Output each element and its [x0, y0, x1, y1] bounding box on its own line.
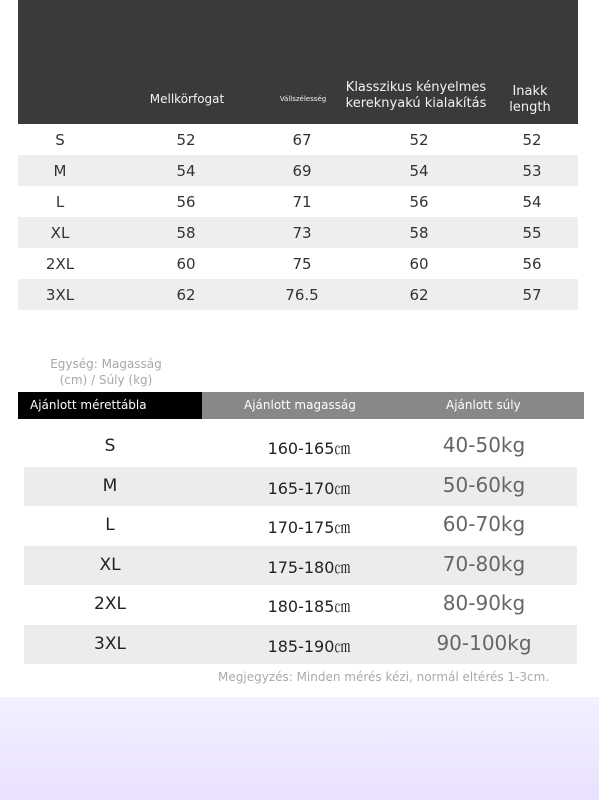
- weight-cell: 50-60kg: [442, 472, 526, 497]
- table-row: [18, 124, 578, 155]
- size-cell: 2XL: [94, 594, 126, 614]
- size-cell: 2XL: [45, 255, 75, 273]
- size-cell: 3XL: [45, 286, 75, 304]
- height-cell: 175-180㎝: [267, 557, 351, 577]
- header-shoulder: Vállszélesség: [279, 95, 327, 103]
- recommend-header-columns: [202, 392, 584, 419]
- recommend-title: Ajánlott mérettábla: [18, 392, 202, 419]
- design-cell: 56: [409, 193, 429, 211]
- chest-cell: 62: [176, 286, 196, 304]
- size-cell: M: [53, 162, 67, 180]
- size-cell: XL: [50, 224, 70, 242]
- bottom-gradient-band: [0, 697, 599, 800]
- height-cell: 185-190㎝: [267, 636, 351, 656]
- table-row: [18, 217, 578, 248]
- table-row: [24, 546, 577, 586]
- height-cell: 160-165㎝: [267, 439, 351, 458]
- table-row: [18, 248, 578, 279]
- length-cell: 57: [522, 286, 542, 304]
- header-design: Klasszikus kényelmes kereknyakú kialakítás: [345, 80, 487, 112]
- design-cell: 60: [409, 255, 429, 273]
- header-chest: Mellkörfogat: [149, 92, 225, 106]
- design-cell: 52: [409, 131, 429, 149]
- table-row: [18, 186, 578, 217]
- height-cell: 170-175㎝: [267, 518, 351, 537]
- shoulder-cell: 76.5: [285, 286, 319, 304]
- size-cell: 3XL: [94, 633, 126, 654]
- design-cell: 54: [409, 162, 429, 180]
- size-cell: XL: [99, 554, 121, 575]
- shoulder-cell: 67: [292, 131, 312, 149]
- size-cell: S: [104, 436, 116, 456]
- table-row: [24, 506, 577, 546]
- shoulder-cell: 73: [292, 224, 312, 242]
- table-row: [24, 467, 577, 507]
- header-length: Inakk length: [509, 84, 551, 116]
- length-cell: 56: [522, 255, 542, 273]
- weight-cell: 70-80kg: [442, 551, 526, 576]
- size-cell: M: [102, 475, 118, 496]
- table-row: [24, 585, 577, 625]
- table-row: [24, 625, 577, 665]
- unit-note: Egység: Magasság (cm) / Súly (kg): [50, 357, 162, 388]
- shoulder-cell: 71: [292, 193, 312, 211]
- recommend-table: [24, 427, 577, 664]
- table-row: [24, 427, 577, 467]
- shoulder-cell: 75: [292, 255, 312, 273]
- height-cell: 165-170㎝: [267, 478, 351, 498]
- size-cell: S: [55, 131, 65, 149]
- shoulder-cell: 69: [292, 162, 312, 180]
- recommend-header: [18, 392, 584, 419]
- design-cell: 62: [409, 286, 429, 304]
- chest-cell: 60: [176, 255, 196, 273]
- chest-cell: 58: [176, 224, 196, 242]
- design-cell: 58: [409, 224, 429, 242]
- length-cell: 55: [522, 224, 542, 242]
- size-chart-header: [18, 0, 578, 124]
- weight-cell: 40-50kg: [442, 433, 526, 457]
- weight-cell: 90-100kg: [436, 630, 532, 655]
- size-cell: L: [105, 515, 115, 535]
- chest-cell: 54: [176, 162, 196, 180]
- header-recommended-weight: Ajánlott súly: [446, 398, 521, 412]
- size-chart: [18, 0, 578, 310]
- size-chart-body: [18, 124, 578, 310]
- length-cell: 52: [522, 131, 542, 149]
- length-cell: 54: [522, 193, 542, 211]
- length-cell: 53: [522, 162, 542, 180]
- chest-cell: 52: [176, 131, 196, 149]
- height-cell: 180-185㎝: [267, 597, 351, 616]
- chest-cell: 56: [176, 193, 196, 211]
- header-recommended-height: Ajánlott magasság: [244, 398, 356, 412]
- measurement-footnote: Megjegyzés: Minden mérés kézi, normál eltérés 1-3cm.: [218, 670, 550, 684]
- weight-cell: 80-90kg: [442, 591, 526, 615]
- table-row: [18, 279, 578, 310]
- weight-cell: 60-70kg: [442, 512, 526, 536]
- table-row: [18, 155, 578, 186]
- size-cell: L: [55, 193, 65, 211]
